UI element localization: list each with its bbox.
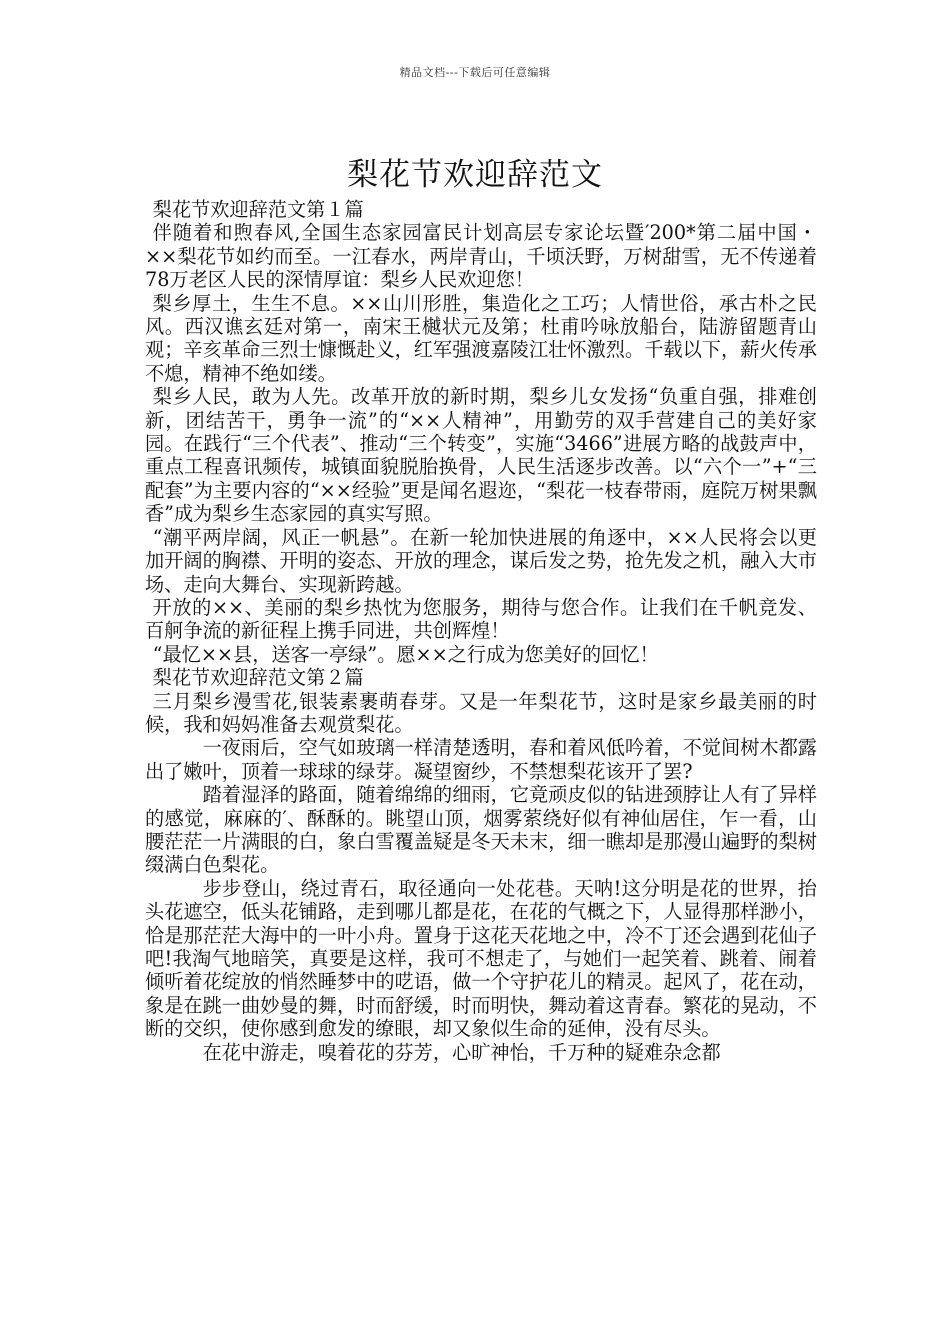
paragraph: 伴随着和煦春风,全国生态家园富民计划高层专家论坛暨′200*第二届中国・××梨花节如约而至。一江春水，两岸青山，千顷沃野，万树甜雪，无不传递着78万老区人民的深情厚谊：梨乡人民欢迎您！ [145,221,817,292]
paragraph: 三月梨乡漫雪花,银装素裹萌春芽。又是一年梨花节，这时是家乡最美丽的时候，我和妈妈准备去观赏梨花。 [145,689,817,736]
paragraph: 梨乡人民，敢为人先。改革开放的新时期，梨乡儿女发扬“负重自强，排难创新，团结苦干，勇争一流”的“××人精神”，用勤劳的双手营建自己的美好家园。在践行“三个代表”、推动“三个转变”，实施“3466”进展方略的战鼓声中，重点工程喜讯频传，城镇面貌脱胎换骨，人民生活逐步改善。以“六个一”+“三配套”为主要内容的“××经验”更是闻名遐迩，“梨花一枝春带雨，庭院万树果飘香”成为梨乡生态家园的真实写照。 [145,385,817,526]
header-note: 精品文档---下载后可任意编辑 [399,66,551,79]
paragraph: 开放的××、美丽的梨乡热忱为您服务，期待与您合作。让我们在千帆竞发、百舸争流的新征程上携手同进，共创辉煌！ [145,595,817,643]
paragraph: “潮平两岸阔，风正一帆悬”。在新一轮加快进展的角逐中，××人民将会以更加开阔的胸襟、开明的姿态、开放的理念，谋后发之势，抢先发之机，融入大市场、走向大舞台、实现新跨越。 [145,525,817,596]
paragraph: 在花中游走，嗅着花的芬芳，心旷神怡，千万种的疑难杂念都 [202,1040,721,1064]
section-heading-2: 梨花节欢迎辞范文第２篇 [152,666,364,690]
paragraph: 梨乡厚土，生生不息。××山川形胜，集造化之工巧；人情世俗，承古朴之民风。西汉谯玄廷对第一，南宋王樾状元及第；杜甫吟咏放船台，陆游留题青山观；辛亥革命三烈士慷慨赴义，红军强渡嘉陵江壮怀激烈。千载以下，薪火传承不熄，精神不绝如缕。 [145,291,817,385]
paragraph: 一夜雨后，空气如玻璃一样清楚透明，春和着风低吟着，不觉间树木都露出了嫩叶，顶着一球球的绿芽。凝望窗纱，不禁想梨花该开了罢? [145,736,817,783]
paragraph: 步步登山，绕过青石，取径通向一处花巷。天呐!这分明是花的世界，抬头花遮空，低头花铺路，走到哪儿都是花，在花的气概之下，人显得那样渺小，恰是那茫茫大海中的一叶小舟。置身于这花天花地之中，冷不丁还会遇到花仙子吧!我淘气地暗笑，真要是这样，我可不想走了，与她们一起笑着、跳着、闹着倾听着花绽放的悄然睡梦中的呓语，做一个守护花儿的精灵。起风了，花在动，象是在跳一曲妙曼的舞，时而舒缓，时而明快，舞动着这青春。繁花的晃动，不断的交织，使你感到愈发的缭眼，却又象似生命的延伸，没有尽头。 [145,876,817,1041]
paragraph: 踏着湿泽的路面，随着绵绵的细雨，它竟顽皮似的钻进颈脖让人有了异样的感觉，麻麻的′、酥酥的。眺望山顶，烟雾萦绕好似有神仙居住，乍一看，山腰茫茫一片满眼的白，象白雪覆盖疑是冬天未末，细一瞧却是那漫山遍野的梨树缀满白色梨花。 [145,783,817,877]
document-body [145,198,817,1064]
section-heading-1: 梨花节欢迎辞范文第１篇 [152,198,364,221]
document-title: 梨花节欢迎辞范文 [347,156,603,193]
paragraph: “最忆××县，送客一亭绿”。愿××之行成为您美好的回忆！ [152,642,659,666]
